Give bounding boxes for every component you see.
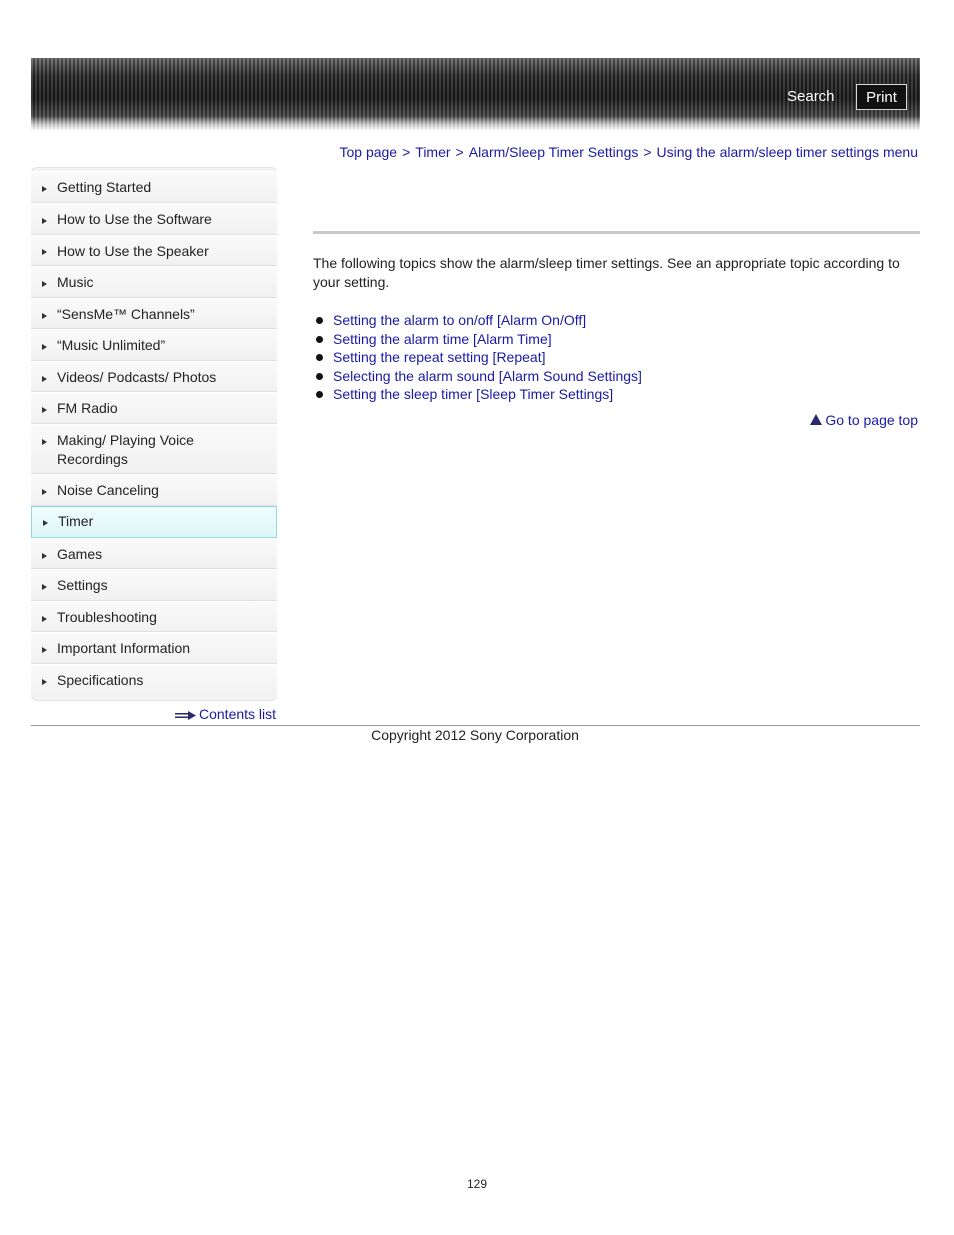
arrow-right-icon [42,679,47,685]
sidebar-item-label: Timer [58,513,94,529]
search-link[interactable]: Search [787,88,835,105]
arrow-right-icon [42,647,47,653]
sidebar-item-label: “SensMe™ Channels” [57,306,195,322]
breadcrumb-separator: > [455,144,464,160]
sidebar-item-games[interactable] [31,538,277,569]
arrow-right-icon [42,344,47,350]
arrow-right-icon [43,520,48,526]
arrow-right-icon [42,407,47,413]
sidebar-item-label: Noise Canceling [57,482,159,498]
header-fade [31,116,920,130]
print-button[interactable]: Print [856,84,907,110]
topic-link-alarm-on-off[interactable]: Setting the alarm to on/off [Alarm On/Off] [333,312,587,328]
sidebar-item-specifications[interactable] [31,664,277,697]
contents-list-label: Contents list [199,706,277,722]
sidebar-item-troubleshooting[interactable] [31,601,277,632]
page-number: 129 [466,1177,488,1191]
breadcrumb-top-page[interactable]: Top page [339,144,398,160]
topic-link-alarm-sound-settings[interactable]: Selecting the alarm sound [Alarm Sound Settings] [333,367,642,384]
arrow-right-icon [42,313,47,319]
footer-divider [31,725,920,726]
sidebar-item-label: “Music Unlimited” [57,337,166,353]
sidebar-item-noise-canceling[interactable] [31,474,277,506]
breadcrumb [339,144,918,160]
go-to-page-top-link[interactable] [810,412,918,428]
bullet-icon [316,354,323,361]
sidebar-item-fm-radio[interactable] [31,392,277,424]
arrow-right-icon [42,584,47,590]
arrow-up-icon [810,414,822,425]
breadcrumb-separator: > [643,144,652,160]
sidebar-item-label: FM Radio [57,400,118,416]
topic-link-sleep-timer-settings[interactable]: Setting the sleep timer [Sleep Timer Settings] [333,386,614,403]
arrow-right-icon [42,249,47,255]
arrow-right-icon [42,553,47,559]
topic-link-repeat[interactable]: Setting the repeat setting [Repeat] [333,349,546,366]
sidebar-item-label: Getting Started [57,179,152,195]
arrow-right-icon [42,281,47,287]
sidebar-item-important-information[interactable] [31,632,277,664]
sidebar-item-making-playing-voice-recordings[interactable] [31,424,277,474]
sidebar-item-how-to-use-the-speaker[interactable] [31,235,277,266]
sidebar-item-label: Games [57,546,103,562]
sidebar-nav [31,167,277,701]
arrow-right-icon [42,376,47,382]
sidebar-item-music[interactable] [31,266,277,298]
bullet-icon [316,336,323,343]
breadcrumb-current-page[interactable]: Using the alarm/sleep timer settings menu [656,144,918,160]
arrow-right-icon [42,439,47,445]
sidebar-item-sensme-channels[interactable] [31,298,277,329]
sidebar-item-label: Important Information [57,640,191,656]
contents-list-link[interactable] [175,706,276,722]
sidebar-item-label: How to Use the Software [57,211,212,227]
sidebar-item-label: How to Use the Speaker [57,243,209,259]
breadcrumb-separator: > [402,144,411,160]
sidebar-item-getting-started[interactable] [31,171,277,203]
sidebar-item-label: Troubleshooting [57,609,157,625]
sidebar-item-label: Music [57,274,94,290]
sidebar-item-timer[interactable] [31,506,277,538]
site-header [31,58,920,130]
sidebar-item-settings[interactable] [31,569,277,601]
sidebar-item-label: Settings [57,577,108,593]
sidebar-item-how-to-use-the-software[interactable] [31,203,277,235]
bullet-icon [316,373,323,380]
sidebar-item-label: Videos/ Podcasts/ Photos [57,369,217,385]
breadcrumb-timer[interactable]: Timer [415,144,451,160]
arrow-right-icon [42,616,47,622]
sidebar-item-music-unlimited[interactable] [31,329,277,361]
arrow-right-icon [42,489,47,495]
arrow-right-icon [42,186,47,192]
topic-link-alarm-time[interactable]: Setting the alarm time [Alarm Time] [333,330,552,347]
sidebar-item-label: Making/ Playing Voice Recordings [57,432,194,467]
intro-text: The following topics show the alarm/sleep timer settings. See an appropriate topic according to your setting. [313,255,900,290]
breadcrumb-alarm-sleep-timer-settings[interactable]: Alarm/Sleep Timer Settings [468,144,639,160]
go-to-page-top-label: Go to page top [825,412,918,428]
arrow-right-icon [175,711,196,720]
bullet-icon [316,317,323,324]
bullet-icon [316,391,323,398]
title-divider [313,231,920,234]
sidebar-item-videos-podcasts-photos[interactable] [31,361,277,392]
copyright-text: Copyright 2012 Sony Corporation [371,727,579,743]
arrow-right-icon [42,218,47,224]
sidebar-item-label: Specifications [57,672,144,688]
